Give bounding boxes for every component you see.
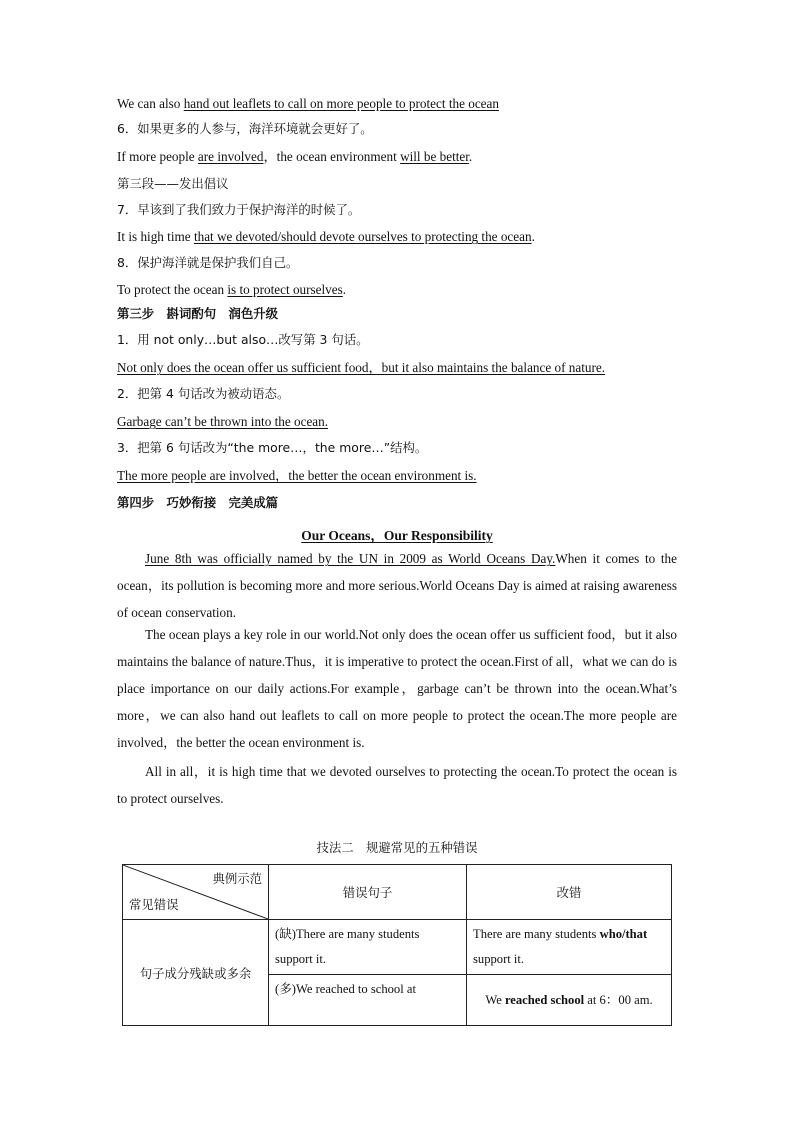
text: at 6：00 am.: [584, 992, 653, 1007]
wrong-sentence-2: (多)We reached to school at: [269, 975, 467, 1026]
task-2: 2．把第 4 句话改为被动语态。: [117, 386, 290, 401]
wrong-sentence-1: (缺)There are many students support it.: [269, 920, 467, 975]
corner-bottom-label: 常见错误: [129, 897, 179, 912]
sentence-8-answer: [117, 281, 346, 299]
correction-2: [467, 975, 672, 1026]
text: We: [485, 992, 505, 1007]
table-header-row: [123, 865, 672, 920]
underlined-answer: that we devoted/should devote ourselves to protecting the ocean: [193, 229, 532, 244]
text: It is high time: [117, 229, 194, 244]
text: There are many students: [473, 927, 600, 941]
section-heading-3: 第三段——发出倡议: [117, 176, 229, 191]
technique-2-heading: 技法二 规避常见的五种错误: [316, 840, 478, 855]
essay-paragraph-3: All in all，it is high time that we devoted ourselves to protecting the ocean.To protect the ocean is to protect ourselves.: [117, 764, 677, 806]
prompt-8: 8．保护海洋就是保护我们自己。: [117, 255, 299, 270]
row-label: 句子成分残缺或多余: [123, 920, 269, 1026]
underlined-answer: is to protect ourselves: [227, 282, 343, 297]
sentence-6-answer: [117, 148, 472, 166]
sentence-5-answer: [117, 95, 499, 113]
text: If more people: [117, 149, 198, 164]
underlined-answer: will be better: [400, 149, 469, 164]
step-3-heading: 第三步 斟词酌句 润色升级: [117, 306, 279, 321]
text: .: [468, 149, 473, 164]
essay-paragraph-2: The ocean plays a key role in our world.Not only does the ocean offer us sufficient food，but it also maintains the balance of nature.Thus，it is imperative to protect the ocean.First of all，what we can do is place importance on our daily actions.For example，garbage can’t be thrown into the ocean.What’s more，we can also hand out leaflets to call on more people to protect the ocean.The more people are involved，the better the ocean environment is.: [117, 627, 677, 750]
bold-fix: who/that: [599, 927, 648, 941]
underlined-sentence: June 8th was officially named by the UN in 2009 as World Oceans Day.: [145, 551, 556, 566]
header-correction: 改错: [467, 865, 672, 920]
prompt-6: 6．如果更多的人参与，海洋环境就会更好了。: [117, 121, 373, 136]
task-3: 3．把第 6 句话改为“the more…，the more…”结构。: [117, 440, 428, 455]
step-4-heading: 第四步 巧妙衔接 完美成篇: [117, 495, 279, 510]
text: .: [342, 282, 347, 297]
prompt-7: 7．早该到了我们致力于保护海洋的时候了。: [117, 202, 361, 217]
header-wrong-sentence: 错误句子: [269, 865, 467, 920]
text: support it.: [473, 952, 525, 966]
correction-1: [467, 920, 672, 975]
text: To protect the ocean: [117, 282, 228, 297]
table-row: [123, 920, 672, 975]
error-table: [122, 864, 672, 1026]
bold-fix: reached school: [504, 992, 585, 1007]
corner-cell: [123, 865, 269, 920]
corner-top-label: 典例示范: [212, 871, 262, 886]
essay-title: Our Oceans，Our Responsibility: [301, 528, 493, 543]
task-1-answer: Not only does the ocean offer us sufficient food，but it also maintains the balance of nature.: [117, 360, 606, 375]
sentence-prefix: We can also: [117, 96, 184, 111]
underlined-answer: are involved: [197, 149, 264, 164]
text: When it comes to the ocean，its pollution is becoming more and more serious.World Oceans Day is aimed at raising awareness of ocean conservation.: [117, 551, 678, 620]
task-1: 1．用 not only…but also…改写第 3 句话。: [117, 332, 369, 347]
task-2-answer: Garbage can’t be thrown into the ocean.: [117, 414, 329, 429]
text: ，the ocean environment: [263, 149, 401, 164]
essay-paragraph-1: [117, 545, 677, 626]
underlined-answer: hand out leaflets to call on more people to protect the ocean: [183, 96, 499, 111]
task-3-answer: The more people are involved，the better the ocean environment is.: [117, 468, 477, 483]
sentence-7-answer: [117, 228, 535, 246]
text: .: [531, 229, 535, 244]
